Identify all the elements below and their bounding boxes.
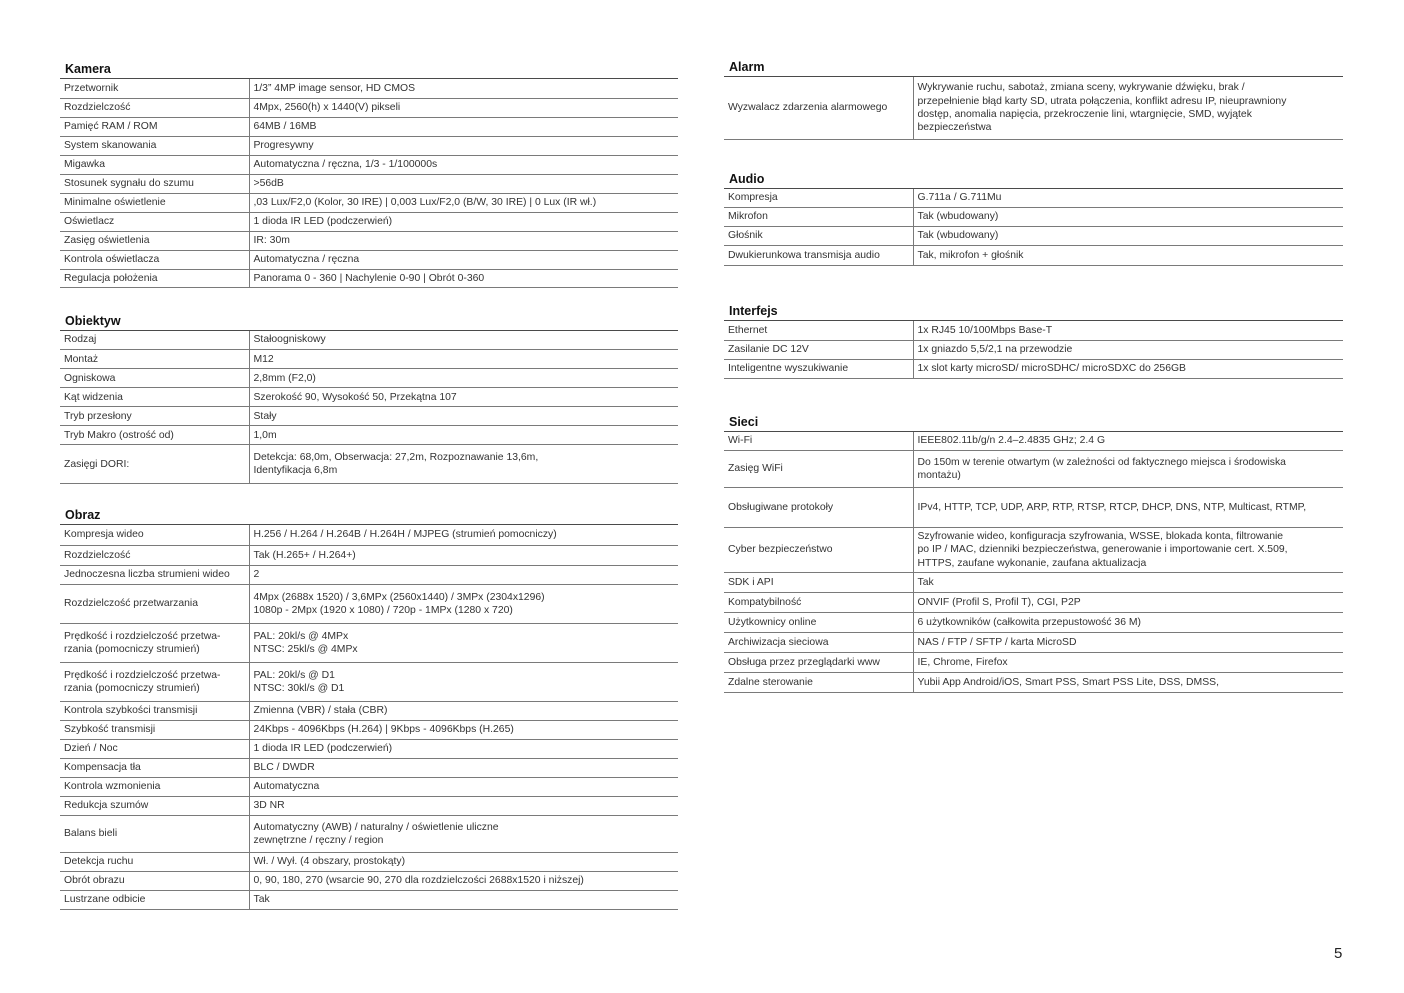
spec-label: Stosunek sygnału do szumu — [60, 174, 249, 193]
spec-value: 1x gniazdo 5,5/2,1 na przewodzie — [913, 340, 1343, 359]
spec-value: Zmienna (VBR) / stała (CBR) — [249, 701, 678, 720]
right-column — [724, 58, 1343, 693]
table-row — [60, 388, 678, 407]
spec-value: Wł. / Wył. (4 obszary, prostokąty) — [249, 852, 678, 871]
spec-value: Tak (H.265+ / H.264+) — [249, 545, 678, 565]
table-row — [60, 136, 678, 155]
spec-label: Kompresja wideo — [60, 525, 249, 545]
table-row — [60, 269, 678, 287]
spec-value: NAS / FTP / SFTP / karta MicroSD — [913, 633, 1343, 653]
spec-label: Wyzwalacz zdarzenia alarmowego — [724, 77, 913, 139]
spec-value: Progresywny — [249, 136, 678, 155]
page-number: 5 — [1334, 945, 1343, 962]
spec-value: ,03 Lux/F2,0 (Kolor, 30 IRE) | 0,003 Lux/F2,0 (B/W, 30 IRE) | 0 Lux (IR wł.) — [249, 193, 678, 212]
table-row — [724, 593, 1343, 613]
spec-value: 1 dioda IR LED (podczerwień) — [249, 212, 678, 231]
spec-label: Zdalne sterowanie — [724, 673, 913, 693]
table-row — [60, 720, 678, 739]
section-sieci — [724, 413, 1343, 694]
section-interfejs — [724, 302, 1343, 379]
spec-value: 3D NR — [249, 796, 678, 815]
spec-value: Do 150m w terenie otwartym (w zależności od faktycznego miejsca i środowiska montażu) — [913, 451, 1343, 488]
table-row — [60, 662, 678, 701]
spec-table — [724, 321, 1343, 379]
spec-label: Zasięg oświetlenia — [60, 231, 249, 250]
spec-label: Pamięć RAM / ROM — [60, 117, 249, 136]
section-title: Kamera — [60, 60, 678, 79]
table-row — [60, 584, 678, 623]
table-row — [724, 208, 1343, 227]
table-row — [60, 231, 678, 250]
spec-table — [724, 189, 1343, 267]
spec-label: Kąt widzenia — [60, 388, 249, 407]
spec-value: Automatyczny (AWB) / naturalny / oświetlenie uliczne zewnętrzne / ręczny / region — [249, 815, 678, 852]
spec-label: Balans bieli — [60, 815, 249, 852]
table-row — [60, 445, 678, 484]
table-row — [60, 701, 678, 720]
spec-value: 2,8mm (F2,0) — [249, 369, 678, 388]
spec-label: Zasilanie DC 12V — [724, 340, 913, 359]
table-row — [60, 331, 678, 350]
spec-label: Zasięg WiFi — [724, 451, 913, 488]
spec-value: BLC / DWDR — [249, 758, 678, 777]
table-row — [60, 212, 678, 231]
spec-value: 1,0m — [249, 426, 678, 445]
spec-value: Tak (wbudowany) — [913, 208, 1343, 227]
table-row — [60, 815, 678, 852]
spec-label: Detekcja ruchu — [60, 852, 249, 871]
table-row — [724, 246, 1343, 266]
table-row — [724, 451, 1343, 488]
spec-value: 1/3” 4MP image sensor, HD CMOS — [249, 79, 678, 98]
table-row — [60, 852, 678, 871]
spec-label: Kompresja — [724, 189, 913, 208]
spec-value: Automatyczna — [249, 777, 678, 796]
table-row — [60, 545, 678, 565]
table-row — [60, 174, 678, 193]
spec-table — [60, 79, 678, 288]
spec-value: Tak, mikrofon + głośnik — [913, 246, 1343, 266]
table-row — [60, 758, 678, 777]
spec-table — [60, 331, 678, 485]
spec-value: 1x slot karty microSD/ microSDHC/ microSDXC do 256GB — [913, 359, 1343, 378]
table-row — [60, 623, 678, 662]
spec-label: Zasięgi DORI: — [60, 445, 249, 484]
spec-value: Wykrywanie ruchu, sabotaż, zmiana sceny, wykrywanie dźwięku, brak / przepełnienie błąd karty SD, utrata połączenia, konflikt adresu IP, nieuprawniony dostęp, anomalia napięcia, przekroczenie lini, wtargnięcie, SMD, wyjątek bezpieczeństwa — [913, 77, 1343, 139]
table-row — [724, 359, 1343, 378]
spec-label: Archiwizacja sieciowa — [724, 633, 913, 653]
spec-value: IE, Chrome, Firefox — [913, 653, 1343, 673]
spec-label: Użytkownicy online — [724, 613, 913, 633]
spec-value: Tak — [913, 573, 1343, 593]
spec-label: Mikrofon — [724, 208, 913, 227]
spec-label: Ethernet — [724, 321, 913, 340]
table-row — [724, 77, 1343, 139]
section-title: Sieci — [724, 413, 1343, 432]
section-kamera — [60, 60, 678, 288]
spec-label: Tryb Makro (ostrość od) — [60, 426, 249, 445]
spec-value: Szyfrowanie wideo, konfiguracja szyfrowania, WSSE, blokada konta, filtrowanie po IP / MAC, dzienniki bezpieczeństwa, generowanie i importowanie cert. X.509, HTTPS, zaufane wykonanie, zaufana aktualizacja — [913, 528, 1343, 573]
spec-label: Minimalne oświetlenie — [60, 193, 249, 212]
spec-label: Lustrzane odbicie — [60, 890, 249, 909]
table-row — [60, 871, 678, 890]
table-row — [60, 155, 678, 174]
spec-value: 1 dioda IR LED (podczerwień) — [249, 739, 678, 758]
spec-value: IEEE802.11b/g/n 2.4–2.4835 GHz; 2.4 G — [913, 432, 1343, 451]
section-alarm — [724, 58, 1343, 140]
table-row — [724, 613, 1343, 633]
table-row — [60, 426, 678, 445]
table-row — [60, 777, 678, 796]
spec-label: Jednoczesna liczba strumieni wideo — [60, 565, 249, 584]
section-audio — [724, 170, 1343, 267]
section-obraz — [60, 506, 678, 910]
spec-label: Dwukierunkowa transmisja audio — [724, 246, 913, 266]
spec-label: Cyber bezpieczeństwo — [724, 528, 913, 573]
spec-label: Regulacja położenia — [60, 269, 249, 287]
table-row — [60, 79, 678, 98]
spec-label: Kontrola szybkości transmisji — [60, 701, 249, 720]
spec-value: 6 użytkowników (całkowita przepustowość 36 M) — [913, 613, 1343, 633]
spec-label: System skanowania — [60, 136, 249, 155]
table-row — [60, 565, 678, 584]
spec-label: Kompatybilność — [724, 593, 913, 613]
table-row — [60, 369, 678, 388]
table-row — [724, 340, 1343, 359]
section-obiektyw — [60, 312, 678, 485]
spec-label: Inteligentne wyszukiwanie — [724, 359, 913, 378]
spec-label: Obrót obrazu — [60, 871, 249, 890]
spec-label: Rozdzielczość — [60, 545, 249, 565]
spec-value: G.711a / G.711Mu — [913, 189, 1343, 208]
spec-value: H.256 / H.264 / H.264B / H.264H / MJPEG (strumień pomocniczy) — [249, 525, 678, 545]
spec-label: Kompensacja tła — [60, 758, 249, 777]
spec-value: >56dB — [249, 174, 678, 193]
spec-label: Głośnik — [724, 227, 913, 246]
spec-value: 1x RJ45 10/100Mbps Base-T — [913, 321, 1343, 340]
spec-value: 0, 90, 180, 270 (wsarcie 90, 270 dla rozdzielczości 2688x1520 i niższej) — [249, 871, 678, 890]
table-row — [60, 98, 678, 117]
left-column — [60, 60, 678, 910]
spec-value: Tak — [249, 890, 678, 909]
spec-table — [60, 525, 678, 910]
spec-label: Rozdzielczość — [60, 98, 249, 117]
spec-label: Montaż — [60, 350, 249, 369]
table-row — [724, 432, 1343, 451]
spec-value: M12 — [249, 350, 678, 369]
spec-value: Szerokość 90, Wysokość 50, Przekątna 107 — [249, 388, 678, 407]
table-row — [60, 525, 678, 545]
spec-value: 64MB / 16MB — [249, 117, 678, 136]
spec-value: 24Kbps - 4096Kbps (H.264) | 9Kbps - 4096Kbps (H.265) — [249, 720, 678, 739]
table-row — [724, 673, 1343, 693]
spec-label: Wi-Fi — [724, 432, 913, 451]
spec-label: Tryb przesłony — [60, 407, 249, 426]
spec-value: ONVIF (Profil S, Profil T), CGI, P2P — [913, 593, 1343, 613]
spec-table — [724, 432, 1343, 694]
table-row — [724, 321, 1343, 340]
spec-label: Przetwornik — [60, 79, 249, 98]
spec-value: Detekcja: 68,0m, Obserwacja: 27,2m, Rozpoznawanie 13,6m, Identyfikacja 6,8m — [249, 445, 678, 484]
spec-value: Stałoogniskowy — [249, 331, 678, 350]
spec-label: Ogniskowa — [60, 369, 249, 388]
section-title: Obraz — [60, 506, 678, 525]
table-row — [724, 189, 1343, 208]
table-row — [724, 653, 1343, 673]
spec-value: 2 — [249, 565, 678, 584]
section-title: Interfejs — [724, 302, 1343, 321]
section-title: Audio — [724, 170, 1343, 189]
section-title: Obiektyw — [60, 312, 678, 331]
spec-value: Tak (wbudowany) — [913, 227, 1343, 246]
section-title: Alarm — [724, 58, 1343, 77]
table-row — [60, 407, 678, 426]
spec-label: Kontrola wzmonienia — [60, 777, 249, 796]
spec-value: 4Mpx, 2560(h) x 1440(V) pikseli — [249, 98, 678, 117]
spec-value: IR: 30m — [249, 231, 678, 250]
table-row — [724, 573, 1343, 593]
spec-label: Redukcja szumów — [60, 796, 249, 815]
table-row — [60, 796, 678, 815]
spec-label: Prędkość i rozdzielczość przetwa- rzania (pomocniczy strumień) — [60, 623, 249, 662]
spec-value: Panorama 0 - 360 | Nachylenie 0-90 | Obrót 0-360 — [249, 269, 678, 287]
table-row — [60, 250, 678, 269]
spec-label: Obsługa przez przeglądarki www — [724, 653, 913, 673]
table-row — [60, 350, 678, 369]
spec-label: Oświetlacz — [60, 212, 249, 231]
spec-label: Szybkość transmisji — [60, 720, 249, 739]
table-row — [724, 528, 1343, 573]
spec-label: Kontrola oświetlacza — [60, 250, 249, 269]
spec-value: PAL: 20kl/s @ 4MPx NTSC: 25kl/s @ 4MPx — [249, 623, 678, 662]
table-row — [60, 890, 678, 909]
table-row — [724, 488, 1343, 528]
spec-value: Automatyczna / ręczna, 1/3 - 1/100000s — [249, 155, 678, 174]
spec-label: Dzień / Noc — [60, 739, 249, 758]
spec-label: Prędkość i rozdzielczość przetwa- rzania (pomocniczy strumień) — [60, 662, 249, 701]
spec-value: PAL: 20kl/s @ D1 NTSC: 30kl/s @ D1 — [249, 662, 678, 701]
table-row — [60, 739, 678, 758]
spec-label: Obsługiwane protokoły — [724, 488, 913, 528]
spec-label: Rodzaj — [60, 331, 249, 350]
spec-label: SDK i API — [724, 573, 913, 593]
spec-value: Yubii App Android/iOS, Smart PSS, Smart PSS Lite, DSS, DMSS, — [913, 673, 1343, 693]
spec-value: Stały — [249, 407, 678, 426]
spec-label: Migawka — [60, 155, 249, 174]
spec-value: Automatyczna / ręczna — [249, 250, 678, 269]
spec-value: IPv4, HTTP, TCP, UDP, ARP, RTP, RTSP, RTCP, DHCP, DNS, NTP, Multicast, RTMP, — [913, 488, 1343, 528]
spec-table — [724, 77, 1343, 140]
table-row — [724, 633, 1343, 653]
table-row — [724, 227, 1343, 246]
spec-label: Rozdzielczość przetwarzania — [60, 584, 249, 623]
table-row — [60, 193, 678, 212]
spec-value: 4Mpx (2688x 1520) / 3,6MPx (2560x1440) / 3MPx (2304x1296) 1080p - 2Mpx (1920 x 1080) / 720p - 1MPx (1280 x 720) — [249, 584, 678, 623]
table-row — [60, 117, 678, 136]
